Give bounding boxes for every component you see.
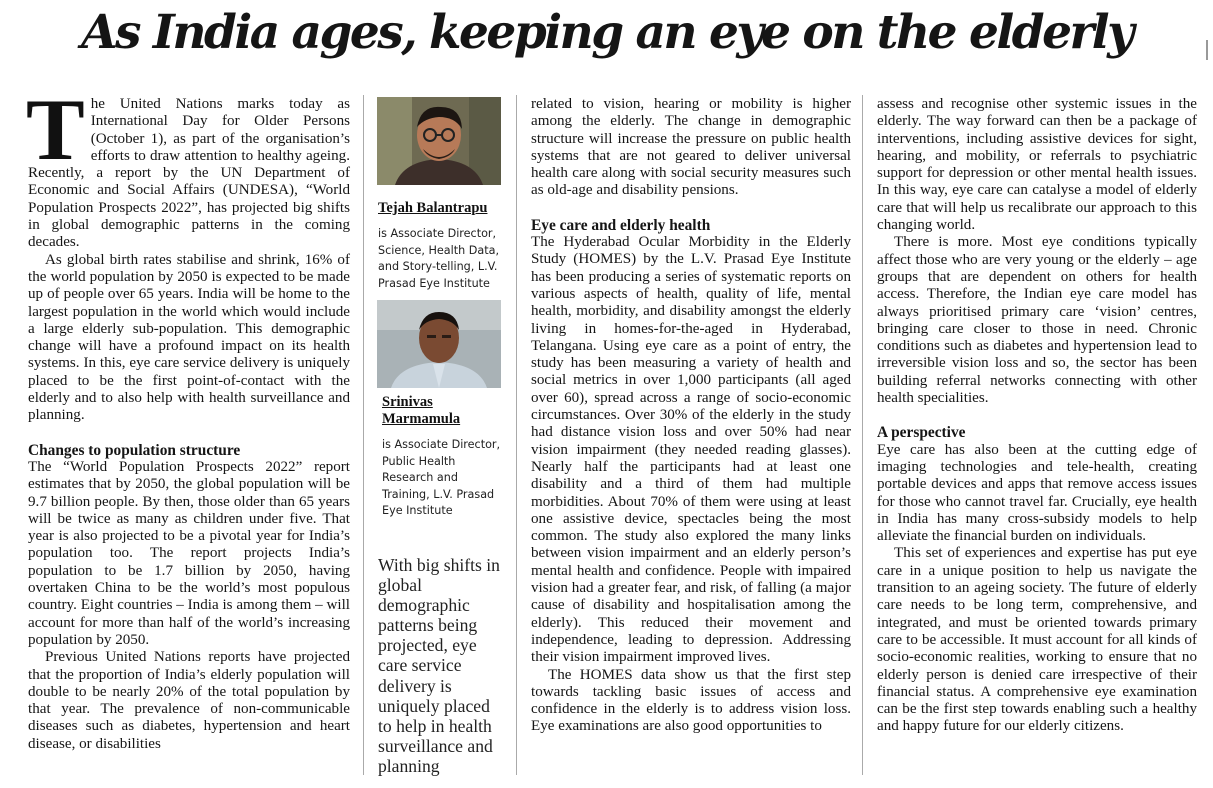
article-column-2 bbox=[531, 96, 851, 736]
article-paragraph: Eye care has also been at the cutting edge of imaging technologies and tele-health, creating portable devices and apps that remove access issues for those who cannot travel far. Crucially, eye health in India has many cross-subsidy models to help alleviate the financial burden on individuals. bbox=[877, 441, 1197, 545]
article-paragraph: This set of experiences and expertise has put eye care in a unique position to help us navigate the transition to an ageing society. The future of elderly care needs to be long term, comprehensive, and integrated, and must be oriented towards primary care to be accessible. It must account for all kinds of socio-economic realities, working to ensure that no elderly person is denied care irrespective of their financial status. A comprehensive eye examination can be the first step towards enabling such a healthy and happy future for our elderly citizens. bbox=[877, 545, 1197, 735]
article-paragraph: Previous United Nations reports have projected that the proportion of India’s elderly population will double to be nearly 20% of the total population by that year. The prevalence of non-communicable diseases such as diabetes, hypertension and heart disease, or disabilities bbox=[28, 649, 350, 752]
drop-cap: T bbox=[26, 82, 85, 179]
page-edge-mark bbox=[1206, 40, 1213, 60]
author-bio: is Associate Director, Science, Health Data, and Story-telling, L.V. Prasad Eye Institute bbox=[378, 227, 500, 290]
column-rule bbox=[516, 95, 517, 775]
article-paragraph: assess and recognise other systemic issues in the elderly. The way forward can then be a package of interventions, including assistive devices for sight, hearing, and mobility, or referrals to psychiatric support for depression or other mental health issues. In this way, eye care can catalyse a model of elderly care that will help us recalibrate our approach to this changing world. bbox=[877, 96, 1197, 234]
article-paragraph: The United Nations marks today as International Day for Older Persons (October 1), as part of the organisation’s efforts to draw attention to healthy ageing. Recently, a report by the UN Department of Economic and Social Affairs (UNDESA), “World Population Prospects 2022”, has projected big shifts in global demographic patterns in the coming decades. bbox=[26, 82, 350, 251]
column-rule bbox=[363, 95, 364, 775]
article-column-3 bbox=[877, 96, 1197, 736]
author-name: Srinivas Marmamula bbox=[382, 394, 461, 427]
pull-quote: With big shifts in global demographic patterns being projected, eye care service delivery is uniquely placed to help in health surveillance and planning bbox=[378, 555, 500, 776]
headline: As India ages, keeping an eye on the elderly bbox=[81, 5, 1132, 60]
author-photo-tejah bbox=[377, 97, 501, 185]
article-paragraph: As global birth rates stabilise and shrink, 16% of the world population by 2050 is expected to be made up of people over 65 years. India will be home to the largest population in the world which would include a large elderly sub-population. This demographic change will have a profound impact on its health systems. In this, eye care service delivery is uniquely placed to be the first point-of-contact with the elderly and to also help with health surveillance and planning. bbox=[28, 251, 350, 424]
article-column-1 bbox=[26, 82, 350, 753]
section-heading: Eye care and elderly health bbox=[531, 216, 711, 234]
section-heading: A perspective bbox=[877, 424, 966, 442]
author-name: Tejah Balantrapu bbox=[378, 200, 488, 216]
author-photo-srinivas bbox=[377, 300, 501, 388]
article-paragraph: The HOMES data show us that the first step towards tackling basic issues of access and confidence in the elderly is to address vision loss. Eye examinations are also good opportunities to bbox=[531, 666, 851, 735]
article-paragraph: The “World Population Prospects 2022” report estimates that by 2050, the global population will be 9.7 billion people. By then, those older than 65 years will be twice as many as children under five. That year is also projected to be a pivotal year for India’s population too. The report projects India’s population to be 1.7 billion by 2050, having overtaken China to be the world’s most populous country. Eight countries – India is among them – will account for more than half of the world’s increasing population by 2050. bbox=[28, 458, 350, 648]
section-heading: Changes to population structure bbox=[28, 441, 241, 459]
column-rule bbox=[862, 95, 863, 775]
author-bio: is Associate Director, Public Health Research and Training, L.V. Prasad Eye Institute bbox=[382, 438, 501, 517]
article-paragraph: There is more. Most eye conditions typically affect those who are very young or the elderly – age groups that are dependent on others for health access. Therefore, the Indian eye care model has always prioritised primary care ‘vision’ centres, bringing care closer to those in need. Chronic conditions such as diabetes and hypertension lead to irreversible vision loss and so, the sector has been building referral networks connecting with other health specialities. bbox=[877, 234, 1197, 407]
article-paragraph: related to vision, hearing or mobility is higher among the elderly. The change in demographic structure will increase the pressure on public health systems that are not geared to deliver universal health care along with social security measures such as old-age and disability pensions. bbox=[531, 96, 851, 199]
article-paragraph: The Hyderabad Ocular Morbidity in the Elderly Study (HOMES) by the L.V. Prasad Eye Institute has been producing a series of systematic reports on various aspects of health, quality of life, mental health, morbidity, and disability amongst the elderly living in homes-for-the-aged in Hyderabad, Telangana. Using eye care as a point of entry, the study has been measuring a variety of health and social metrics in over 1,000 participants (all aged over 60), spread across a range of socio-economic circumstances. Over 30% of the elderly in the study had distance vision loss and over 50% had near vision impairment (they needed reading glasses). Nearly half the participants had at least one disability and a third of them had multiple morbidities. About 70% of them were using at least one assistive device, spectacles being the most common. The study also explored the many links between vision impairment and an elderly person’s mental health and confidence. People with impaired vision had a greater fear, and risk, of falling (a major cause of disability and hospitalisation among the elderly). This reduced their movement and independence, leading to depression. Addressing their vision impairment improved lives. bbox=[531, 234, 851, 666]
